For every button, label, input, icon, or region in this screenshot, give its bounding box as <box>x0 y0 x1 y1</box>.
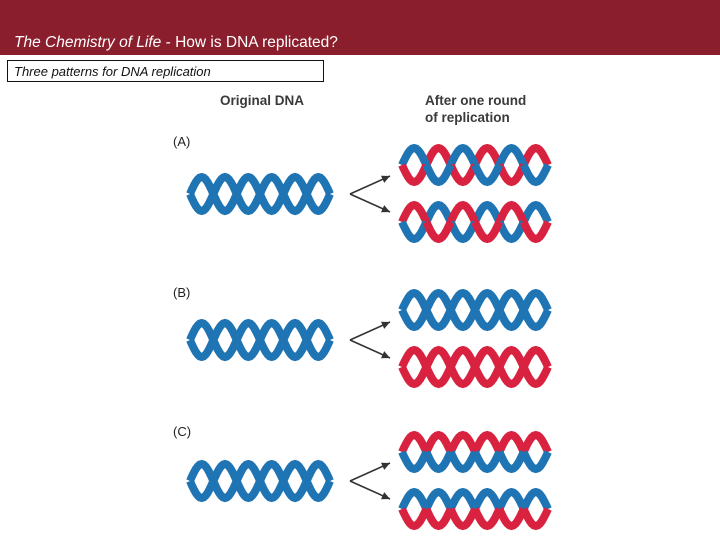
dna-strand-segment <box>524 148 548 165</box>
dna-strand-segment <box>475 205 499 222</box>
product-helix-b1 <box>402 293 548 327</box>
dna-strand-segment <box>307 177 330 194</box>
product-helix-c1 <box>402 435 548 469</box>
dna-strand-segment <box>283 481 306 498</box>
slide-title-italic: The Chemistry of Life <box>14 34 162 51</box>
dna-strand-segment <box>237 194 260 211</box>
dna-strand-segment <box>426 452 450 469</box>
dna-strand-segment <box>260 464 283 481</box>
dna-strand-segment <box>475 367 499 384</box>
dna-strand-segment <box>283 177 306 194</box>
dna-strand-segment <box>402 310 426 327</box>
original-dna-helix-b <box>190 323 330 357</box>
dna-strand-segment <box>402 293 426 310</box>
dna-strand-segment <box>451 492 475 509</box>
dna-strand-segment <box>307 323 330 340</box>
dna-strand-segment <box>260 340 283 357</box>
dna-strand-segment <box>451 509 475 526</box>
dna-strand-segment <box>451 310 475 327</box>
subtitle-text: Three patterns for DNA replication <box>14 64 211 79</box>
dna-strand-segment <box>524 350 548 367</box>
arrows-b <box>350 322 390 358</box>
dna-strand-segment <box>451 452 475 469</box>
dna-strand-segment <box>451 435 475 452</box>
dna-strand-segment <box>475 148 499 165</box>
dna-strand-segment <box>426 148 450 165</box>
dna-strand-segment <box>190 177 213 194</box>
dna-strand-segment <box>426 367 450 384</box>
dna-strand-segment <box>237 464 260 481</box>
product-helix-a1 <box>402 148 548 182</box>
dna-strand-segment <box>213 481 236 498</box>
dna-strand-segment <box>402 509 426 526</box>
dna-strand-segment <box>499 205 523 222</box>
dna-strand-segment <box>475 350 499 367</box>
dna-strand-segment <box>499 367 523 384</box>
dna-strand-segment <box>499 222 523 239</box>
dna-strand-segment <box>402 165 426 182</box>
slide-title-rest: - How is DNA replicated? <box>161 34 338 51</box>
dna-strand-segment <box>451 350 475 367</box>
dna-strand-segment <box>402 205 426 222</box>
dna-strand-segment <box>475 452 499 469</box>
dna-strand-segment <box>426 350 450 367</box>
dna-strand-segment <box>524 367 548 384</box>
dna-strand-segment <box>475 293 499 310</box>
dna-strand-segment <box>260 177 283 194</box>
dna-strand-segment <box>402 435 426 452</box>
dna-strand-segment <box>213 323 236 340</box>
dna-strand-segment <box>426 222 450 239</box>
dna-strand-segment <box>426 310 450 327</box>
dna-strand-segment <box>283 323 306 340</box>
original-dna-helix-a <box>190 177 330 211</box>
heading-original-text: Original DNA <box>220 93 305 108</box>
dna-strand-segment <box>190 464 213 481</box>
dna-strand-segment <box>426 165 450 182</box>
dna-strand-segment <box>475 435 499 452</box>
dna-strand-segment <box>499 492 523 509</box>
dna-strand-segment <box>402 492 426 509</box>
dna-strand-segment <box>499 509 523 526</box>
dna-strand-segment <box>402 367 426 384</box>
dna-strand-segment <box>190 340 213 357</box>
dna-strand-segment <box>499 350 523 367</box>
dna-strand-segment <box>307 464 330 481</box>
panel-label-b: (B) <box>173 285 191 300</box>
dna-strand-segment <box>524 293 548 310</box>
dna-strand-segment <box>524 452 548 469</box>
panel-label-c: (C) <box>173 424 192 439</box>
dna-strand-segment <box>237 323 260 340</box>
dna-strand-segment <box>499 165 523 182</box>
dna-strand-segment <box>524 165 548 182</box>
dna-strand-segment <box>451 165 475 182</box>
dna-strand-segment <box>475 222 499 239</box>
dna-strand-segment <box>475 165 499 182</box>
dna-strand-segment <box>237 177 260 194</box>
dna-strand-segment <box>524 205 548 222</box>
dna-strand-segment <box>426 492 450 509</box>
dna-strand-segment <box>524 435 548 452</box>
product-helix-c2 <box>402 492 548 526</box>
dna-strand-segment <box>499 452 523 469</box>
dna-strand-segment <box>426 293 450 310</box>
dna-strand-segment <box>451 367 475 384</box>
dna-strand-segment <box>426 435 450 452</box>
dna-strand-segment <box>499 435 523 452</box>
dna-strand-segment <box>190 323 213 340</box>
dna-strand-segment <box>283 194 306 211</box>
dna-strand-segment <box>307 194 330 211</box>
dna-strand-segment <box>402 452 426 469</box>
dna-strand-segment <box>451 222 475 239</box>
product-helix-b2 <box>402 350 548 384</box>
dna-strand-segment <box>524 222 548 239</box>
dna-strand-segment <box>475 492 499 509</box>
dna-strand-segment <box>475 310 499 327</box>
dna-strand-segment <box>237 481 260 498</box>
dna-strand-segment <box>524 310 548 327</box>
dna-strand-segment <box>499 148 523 165</box>
dna-strand-segment <box>426 509 450 526</box>
dna-strand-segment <box>213 464 236 481</box>
dna-strand-segment <box>190 194 213 211</box>
original-dna-helix-c <box>190 464 330 498</box>
dna-strand-segment <box>451 293 475 310</box>
dna-strand-segment <box>260 481 283 498</box>
dna-strand-segment <box>307 481 330 498</box>
dna-strand-segment <box>237 340 260 357</box>
dna-strand-segment <box>402 222 426 239</box>
arrows-a <box>350 176 390 212</box>
dna-strand-segment <box>260 194 283 211</box>
dna-strand-segment <box>402 148 426 165</box>
dna-strand-segment <box>426 205 450 222</box>
dna-strand-segment <box>499 293 523 310</box>
dna-strand-segment <box>190 481 213 498</box>
dna-strand-segment <box>524 509 548 526</box>
dna-strand-segment <box>283 340 306 357</box>
dna-strand-segment <box>524 492 548 509</box>
dna-strand-segment <box>213 194 236 211</box>
dna-strand-segment <box>451 148 475 165</box>
dna-strand-segment <box>213 340 236 357</box>
heading-after-line1: After one round <box>425 93 527 108</box>
heading-after-line2: of replication <box>425 110 510 125</box>
dna-strand-segment <box>260 323 283 340</box>
product-helix-a2 <box>402 205 548 239</box>
dna-strand-segment <box>402 350 426 367</box>
dna-strand-segment <box>307 340 330 357</box>
dna-strand-segment <box>499 310 523 327</box>
panel-label-a: (A) <box>173 134 191 149</box>
dna-strand-segment <box>213 177 236 194</box>
dna-strand-segment <box>451 205 475 222</box>
dna-strand-segment <box>475 509 499 526</box>
dna-strand-segment <box>283 464 306 481</box>
arrows-c <box>350 463 390 499</box>
